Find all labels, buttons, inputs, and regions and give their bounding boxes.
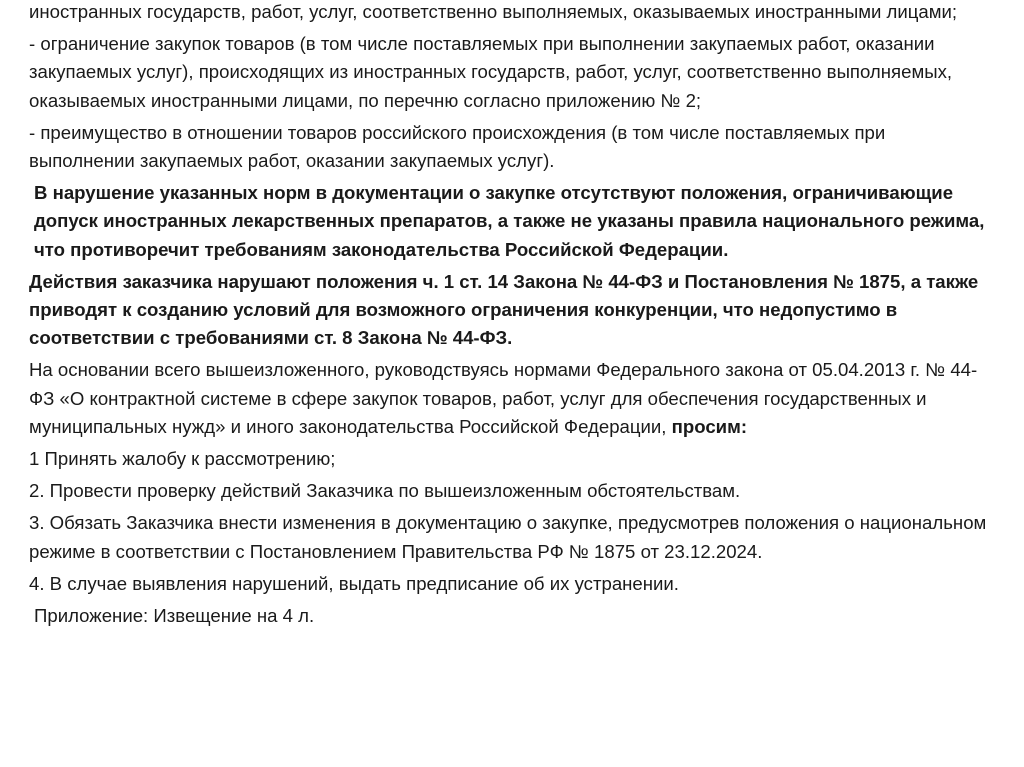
request-keyword: просим: (671, 415, 748, 437)
request-text: На основании всего вышеизложенного, руководствуясь нормами Федерального закона от 05.04.2013 г. № 44-ФЗ «О контрактной системе в сфере закупок товаров, работ, услуг для обеспечения государственных и муниципальных нужд» и иного законодательства Российской Федерации, (29, 359, 978, 437)
document-page (29, 0, 989, 634)
paragraph-violation-statement: В нарушение указанных норм в документации о закупке отсутствуют положения, ограничивающие допуск иностранных лекарственных препаратов, а также не указаны правила национального режима, что противоречит требованиям законодательства Российской Федерации. (34, 182, 985, 260)
list-item-issue-order: 4. В случае выявления нарушений, выдать предписание об их устранении. (29, 572, 679, 594)
paragraph-purchase-restriction: - ограничение закупок товаров (в том числе поставляемых при выполнении закупаемых работ, оказании закупаемых услуг), происходящих из иностранных государств, работ, услуг, соответственно выполняемых, оказываемых иностранными лицами, по перечню согласно приложению № 2; (29, 33, 953, 111)
list-item-accept-complaint: 1 Принять жалобу к рассмотрению; (29, 448, 336, 470)
attachment-note: Приложение: Извещение на 4 л. (34, 605, 315, 627)
paragraph-russian-preference: - преимущество в отношении товаров российского происхождения (в том числе поставляемых при выполнении закупаемых работ, оказании закупаемых услуг). (29, 121, 886, 172)
paragraph-customer-actions: Действия заказчика нарушают положения ч. 1 ст. 14 Закона № 44-ФЗ и Постановления № 1875, а также приводят к созданию условий для возможного ограничения конкуренции, что недопустимо в соответствии с требованиями ст. 8 Закона № 44-ФЗ. (29, 270, 979, 349)
list-item-oblige-changes: 3. Обязать Заказчика внести изменения в документацию о закупке, предусмотрев положения о национальном режиме в соответствии с Постановлением Правительства РФ № 1875 от 23.12.2024. (29, 512, 987, 562)
paragraph-request (29, 356, 989, 441)
list-item-conduct-inspection: 2. Провести проверку действий Заказчика по вышеизложенным обстоятельствам. (29, 480, 741, 502)
paragraph-foreign-states: иностранных государств, работ, услуг, соответственно выполняемых, оказываемых иностранными лицами; (29, 1, 958, 22)
